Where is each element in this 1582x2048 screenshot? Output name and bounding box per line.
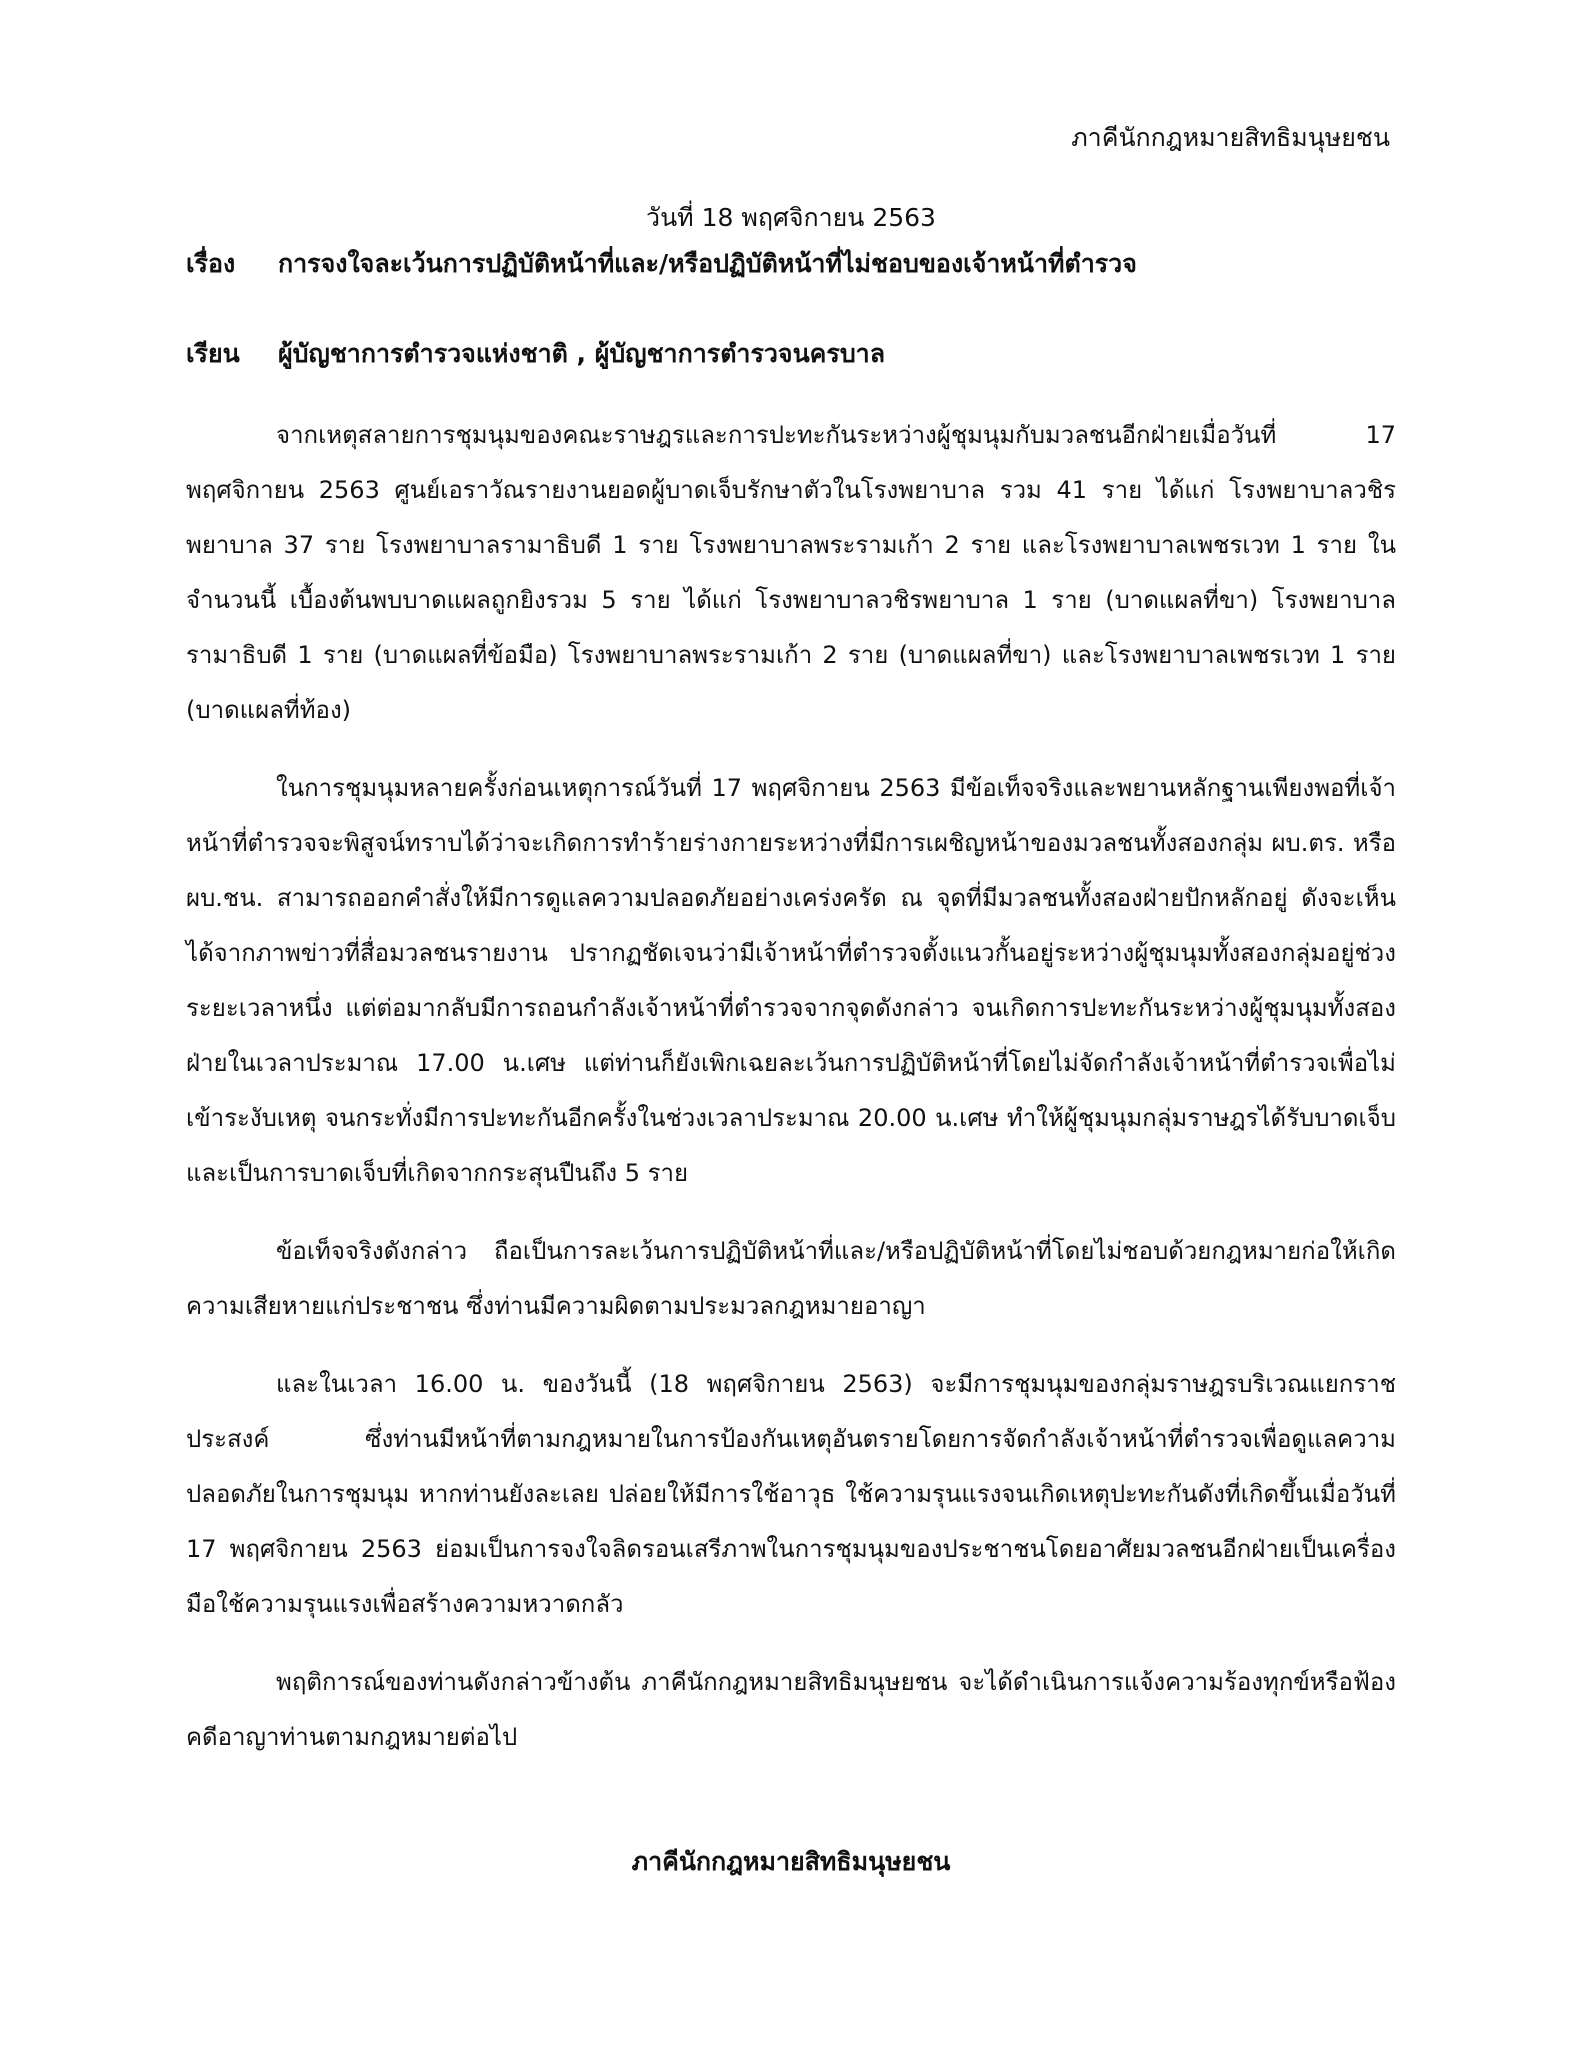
recipient-line [186, 334, 1396, 374]
subject-label: เรื่อง [186, 249, 236, 278]
organization-header: ภาคีนักกฎหมายสิทธิมนุษยชน [1071, 123, 1390, 152]
recipient-label: เรียน [186, 339, 240, 368]
body-paragraph-1: จากเหตุสลายการชุมนุมของคณะราษฎรและการปะทะกันระหว่างผู้ชุมนุมกับมวลชนอีกฝ่ายเมื่อวันที่ 17 พฤศจิกายน 2563 ศูนย์เอราวัณรายงานยอดผู้บาดเจ็บรักษาตัวในโรงพยาบาล รวม 41 ราย ได้แก่ โรงพยาบาลวชิรพยาบาล 37 ราย โรงพยาบาลรามาธิบดี 1 ราย โรงพยาบาลพระรามเก้า 2 ราย และโรงพยาบาลเพชรเวท 1 ราย ในจำนวนนี้ เบื้องต้นพบบาดแผลถูกยิงรวม 5 ราย ได้แก่ โรงพยาบาลวชิรพยาบาล 1 ราย (บาดแผลที่ขา) โรงพยาบาลรามาธิบดี 1 ราย (บาดแผลที่ข้อมือ) โรงพยาบาลพระรามเก้า 2 ราย (บาดแผลที่ขา) และโรงพยาบาลเพชรเวท 1 ราย (บาดแผลที่ท้อง) [186, 421, 1396, 724]
subject-line [186, 244, 1396, 284]
body-paragraph-2: ในการชุมนุมหลายครั้งก่อนเหตุการณ์วันที่ 17 พฤศจิกายน 2563 มีข้อเท็จจริงและพยานหลักฐานเพียงพอที่เจ้าหน้าที่ตำรวจจะพิสูจน์ทราบได้ว่าจะเกิดการทำร้ายร่างกายระหว่างที่มีการเผชิญหน้าของมวลชนทั้งสองกลุ่ม ผบ.ตร. หรือ ผบ.ชน. สามารถออกคำสั่งให้มีการดูแลความปลอดภัยอย่างเคร่งครัด ณ จุดที่มีมวลชนทั้งสองฝ่ายปักหลักอยู่ ดังจะเห็นได้จากภาพข่าวที่สื่อมวลชนรายงาน ปรากฏชัดเจนว่ามีเจ้าหน้าที่ตำรวจตั้งแนวกั้นอยู่ระหว่างผู้ชุมนุมทั้งสองกลุ่มอยู่ช่วงระยะเวลาหนึ่ง แต่ต่อมากลับมีการถอนกำลังเจ้าหน้าที่ตำรวจจากจุดดังกล่าว จนเกิดการปะทะกันระหว่างผู้ชุมนุมทั้งสองฝ่ายในเวลาประมาณ 17.00 น.เศษ แต่ท่านก็ยังเพิกเฉยละเว้นการปฏิบัติหน้าที่โดยไม่จัดกำลังเจ้าหน้าที่ตำรวจเพื่อไม่เข้าระงับเหตุ จนกระทั่งมีการปะทะกันอีกครั้งในช่วงเวลาประมาณ 20.00 น.เศษ ทำให้ผู้ชุมนุมกลุ่มราษฎรได้รับบาดเจ็บ และเป็นการบาดเจ็บที่เกิดจากกระสุนปืนถึง 5 ราย [186, 774, 1396, 1187]
letter-date: วันที่ 18 พฤศจิกายน 2563 [646, 203, 936, 232]
body-paragraph-4: และในเวลา 16.00 น. ของวันนี้ (18 พฤศจิกายน 2563) จะมีการชุมนุมของกลุ่มราษฎรบริเวณแยกราชประสงค์ ซึ่งท่านมีหน้าที่ตามกฎหมายในการป้องกันเหตุอันตรายโดยการจัดกำลังเจ้าหน้าที่ตำรวจเพื่อดูแลความปลอดภัยในการชุมนุม หากท่านยังละเลย ปล่อยให้มีการใช้อาวุธ ใช้ความรุนแรงจนเกิดเหตุปะทะกันดังที่เกิดขึ้นเมื่อวันที่ 17 พฤศจิกายน 2563 ย่อมเป็นการจงใจลิดรอนเสรีภาพในการชุมนุมของประชาชนโดยอาศัยมวลชนอีกฝ่ายเป็นเครื่องมือใช้ความรุนแรงเพื่อสร้างความหวาดกลัว [186, 1370, 1396, 1618]
body-paragraph-5: พฤติการณ์ของท่านดังกล่าวข้างต้น ภาคีนักกฎหมายสิทธิมนุษยชน จะได้ดำเนินการแจ้งความร้องทุกข์หรือฟ้องคดีอาญาท่านตามกฎหมายต่อไป [186, 1668, 1396, 1751]
signature: ภาคีนักกฎหมายสิทธิมนุษยชน [631, 1847, 951, 1876]
letter-body [186, 408, 1396, 1788]
subject-text: การจงใจละเว้นการปฏิบัติหน้าที่และ/หรือปฏิบัติหน้าที่ไม่ชอบของเจ้าหน้าที่ตำรวจ [278, 249, 1137, 278]
recipient-text: ผู้บัญชาการตำรวจแห่งชาติ , ผู้บัญชาการตำรวจนครบาล [278, 339, 886, 368]
body-paragraph-3: ข้อเท็จจริงดังกล่าว ถือเป็นการละเว้นการปฏิบัติหน้าที่และ/หรือปฏิบัติหน้าที่โดยไม่ชอบด้วยกฎหมายก่อให้เกิดความเสียหายแก่ประชาชน ซึ่งท่านมีความผิดตามประมวลกฎหมายอาญา [186, 1237, 1396, 1320]
